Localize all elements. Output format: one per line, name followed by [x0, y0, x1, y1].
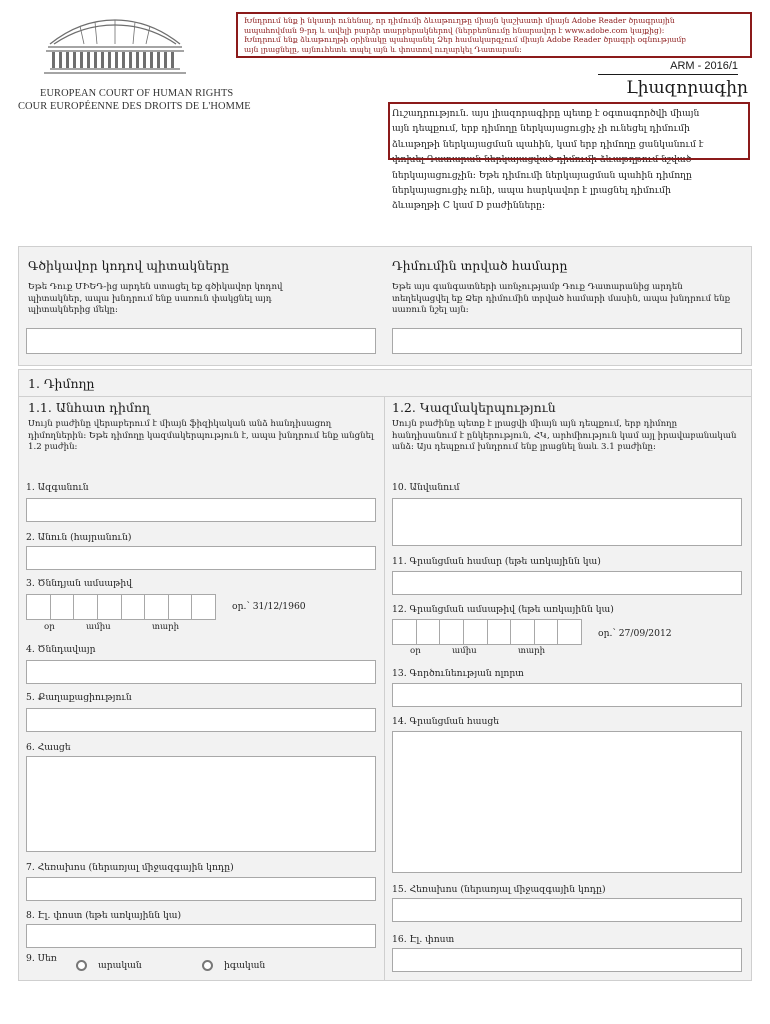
reg-month-caption: ամիս: [452, 646, 477, 656]
sex-male-label: արական: [98, 960, 142, 971]
sex-female-label: իգական: [224, 960, 266, 971]
org-email-label: 16. Էլ. փոստ: [392, 934, 455, 945]
note-line: Ուշադրություն. այս լիազորագիրը պետք է օգտագործվի միայն: [392, 108, 700, 119]
surname-label: 1. Ազգանուն: [26, 482, 89, 493]
case-number-field[interactable]: [392, 328, 742, 354]
org-telephone-label: 15. Հեռախոս (ներառյալ միջազգային կոդը): [392, 884, 606, 895]
birth-year-caption: տարի: [152, 622, 180, 632]
barcode-section-title: Գծիկավոր կոդով պիտակները: [28, 258, 230, 273]
org-name-label: 10. Անվանում: [392, 482, 460, 493]
registration-number-field[interactable]: [392, 571, 742, 595]
court-name-english: EUROPEAN COURT OF HUMAN RIGHTS: [40, 88, 234, 99]
birth-date-field[interactable]: [26, 594, 216, 620]
address-field[interactable]: [26, 756, 376, 852]
individual-help-text: Սույն բաժինը վերաբերում է միայն ֆիզիկական անձ հանդիսացող դիմողներին: Եթե դիմողը կազմակերպություն է, ապա խնդրում ենք անցնել 1.2 բաժին:: [28, 419, 374, 453]
court-building-logo-icon: [40, 14, 190, 76]
birth-place-label: 4. Ծննդավայր: [26, 644, 96, 655]
first-name-label: 2. Անուն (հայրանուն): [26, 532, 132, 543]
first-name-field[interactable]: [26, 546, 376, 570]
birth-day-caption: օր: [44, 622, 55, 632]
birth-month-caption: ամիս: [86, 622, 111, 632]
form-code: ARM - 2016/1: [598, 60, 738, 75]
email-field[interactable]: [26, 924, 376, 948]
telephone-label: 7. Հեռախոս (ներառյալ միջազգային կոդը): [26, 862, 234, 873]
note-line: ձևաթղթի C կամ D բաժինները:: [392, 200, 546, 212]
case-number-section-title: Դիմումին տրված համարը: [392, 258, 568, 273]
notice-line: Խնդրում ենք ի նկատի ունենալ, որ դիմումի ձևաթուղթը միայն կաշխատի միայն Adobe Reader ծրագրային: [244, 16, 675, 25]
reg-year-caption: տարի: [518, 646, 546, 656]
note-line: փոխել Դատարան ներկայացված դիմումի ձևաթղթում նշված: [392, 154, 692, 166]
birth-date-example: օր.՝ 31/12/1960: [232, 601, 306, 612]
telephone-field[interactable]: [26, 877, 376, 901]
document-title: Լիազորագիր: [626, 78, 748, 98]
sex-male-radio[interactable]: [76, 960, 87, 971]
org-name-field[interactable]: [392, 498, 742, 546]
surname-field[interactable]: [26, 498, 376, 522]
registered-address-label: 14. Գրանցման հասցե: [392, 716, 500, 727]
birth-date-label: 3. Ծննդյան ամսաթիվ: [26, 578, 132, 589]
activity-field[interactable]: [392, 683, 742, 707]
organisation-title: 1.2. Կազմակերպություն: [392, 400, 556, 415]
note-line: ներկայացուցիչ ունի, ապա հարկավոր է լրացնել դիմումի: [392, 185, 671, 197]
birth-place-field[interactable]: [26, 660, 376, 684]
note-line: ներկայացուցչին: Եթե դիմումի ներկայացման պահին դիմողը: [392, 169, 692, 181]
registration-date-field[interactable]: [392, 619, 582, 645]
column-divider: [384, 396, 385, 981]
nationality-label: 5. Քաղաքացիություն: [26, 692, 132, 703]
barcode-help-text: Եթե Դուք ՄԻԵԴ-ից արդեն ստացել եք գծիկավոր կոդով պիտակներ, ապա խնդրում ենք սառուն փակցնել այդ պիտակներից մեկը:: [28, 282, 283, 316]
organisation-help-text: Սույն բաժինը պետք է լրացվի միայն այն դեպքում, երբ դիմողը հանդիսանում է ընկերություն, ՀԿ, արհմիություն կամ այլ իրավաբանական անձ: Այս դեպքում խնդրում ենք լրացնել նաև 3.1 բաժինը:: [392, 419, 737, 453]
org-telephone-field[interactable]: [392, 898, 742, 922]
court-name-french: COUR EUROPÉENNE DES DROITS DE L'HOMME: [18, 101, 251, 112]
notice-line: Խնդրում ենք ձևաթուղթի օրինակը պահպանել Ձեր համակարգչում միայն Adobe Reader ծրագրի օգնությամբ: [244, 35, 687, 45]
case-number-help-text: Եթե այս գանգատների առնչությամբ Դուք Դատարանից արդեն տեղեկացվել եք Ձեր դիմումին տրված համարի մասին, ապա խնդրում ենք սառուն նշել այն:: [392, 282, 731, 316]
sex-female-radio[interactable]: [202, 960, 213, 971]
org-email-field[interactable]: [392, 948, 742, 972]
adobe-reader-notice: [236, 12, 752, 58]
individual-applicant-title: 1.1. Անհատ դիմող: [28, 400, 151, 415]
registration-date-example: օր.՝ 27/09/2012: [598, 628, 672, 639]
address-label: 6. Հասցե: [26, 742, 71, 753]
section-1-title: 1. Դիմողը: [28, 376, 95, 391]
registration-number-label: 11. Գրանցման համար (եթե առկայինն կա): [392, 556, 601, 567]
sex-label: 9. Սեռ: [26, 953, 57, 964]
section-1-divider: [18, 396, 752, 397]
barcode-label-field[interactable]: [26, 328, 376, 354]
reg-day-caption: օր: [410, 646, 421, 656]
registered-address-field[interactable]: [392, 731, 742, 873]
note-line: ձևաթղթի ներկայացման պահին, կամ երբ դիմողը ցանկանում է: [392, 138, 704, 150]
email-label: 8. Էլ. փոստ (եթե առկայինն կա): [26, 910, 182, 921]
activity-label: 13. Գործունեության ոլորտ: [392, 668, 524, 679]
notice-line: ապահովման 9-րդ և ավելի բարձր տարբերակներով (ներբեռնումը հնարավոր է www.adobe.com կայքից):: [244, 25, 665, 35]
notice-line: այն լրացնելը, այնուհետև տպել այն և փոստով ուղարկել Դատարան:: [244, 44, 522, 54]
nationality-field[interactable]: [26, 708, 376, 732]
registration-date-label: 12. Գրանցման ամսաթիվ (եթե առկայինն կա): [392, 604, 614, 615]
attention-note-frame: [388, 102, 750, 160]
note-line: այն դեպքում, երբ դիմողը ներկայացուցիչ չի ունեցել դիմումի: [392, 123, 690, 135]
